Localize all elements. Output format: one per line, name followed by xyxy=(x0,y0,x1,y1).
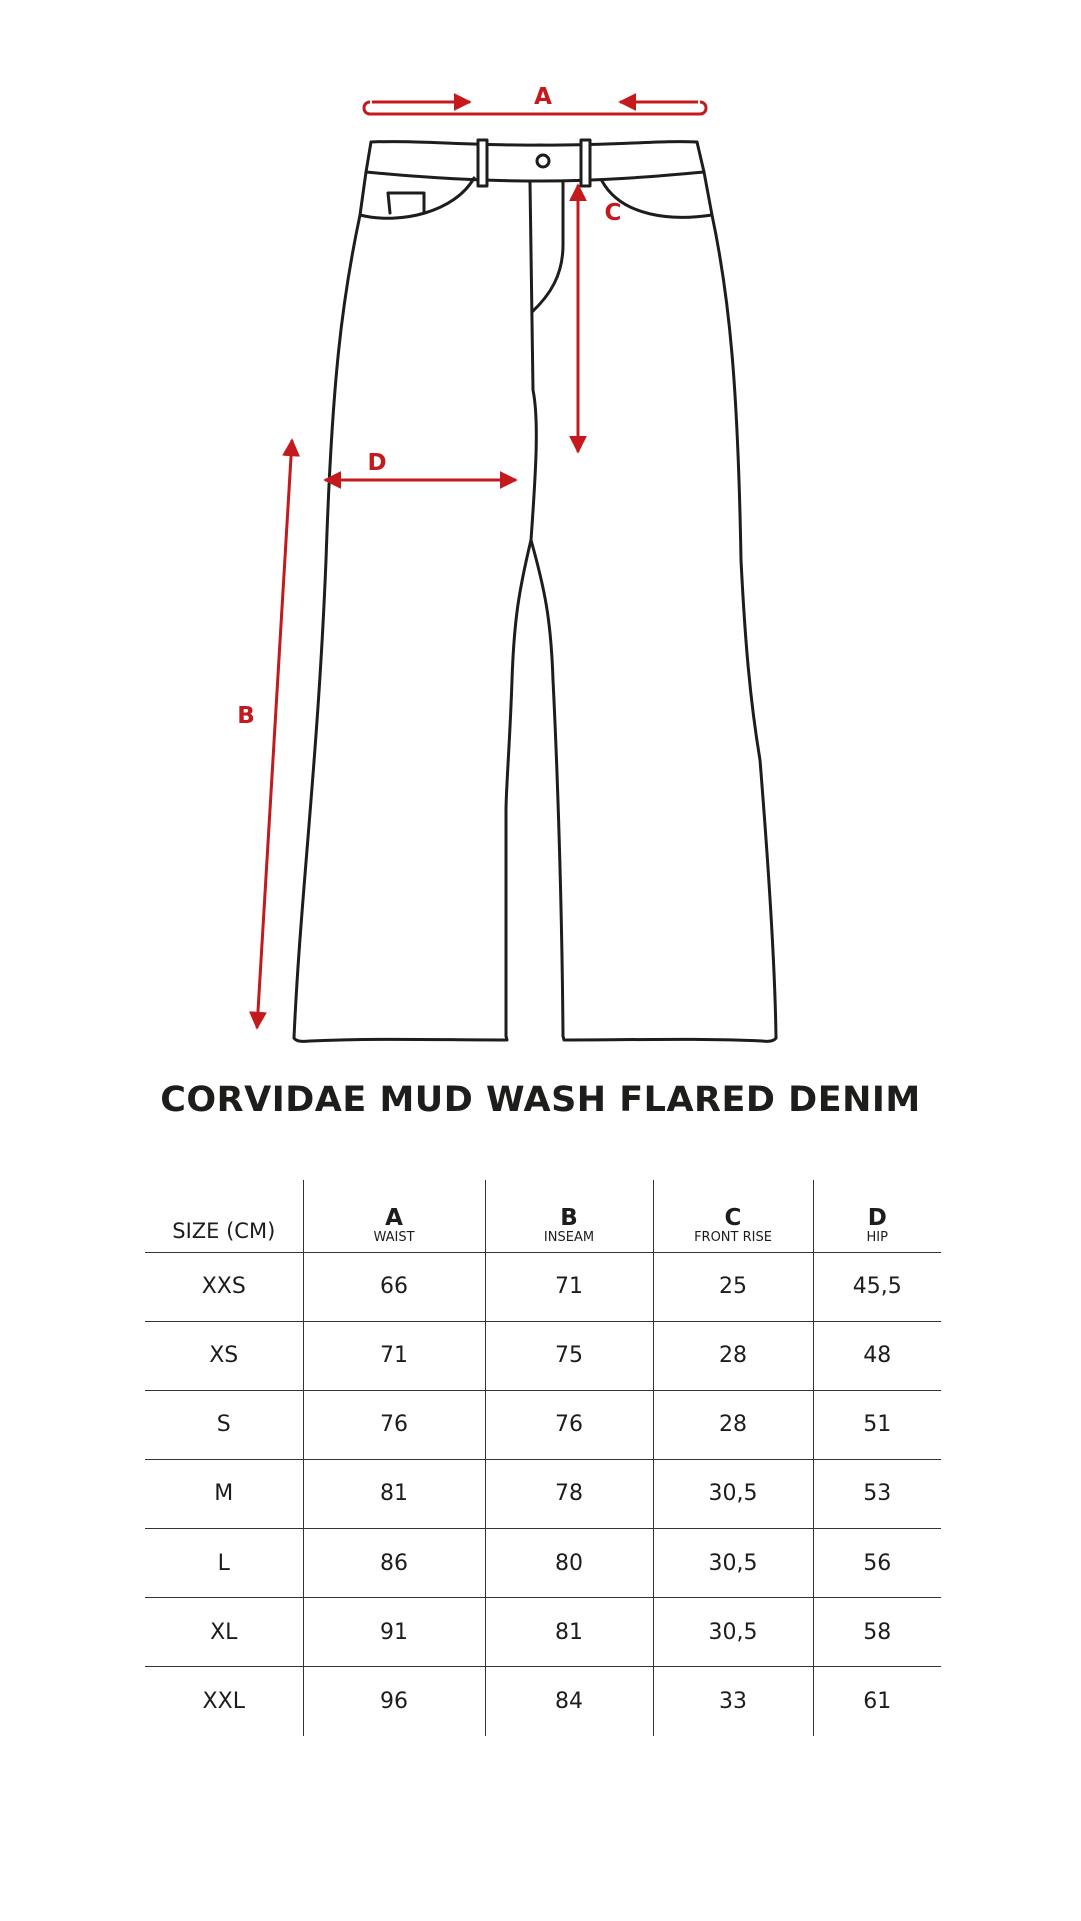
size-cell: XS xyxy=(145,1321,303,1390)
measurement-label-c: C xyxy=(604,200,622,226)
front-rise-cell: 30,5 xyxy=(653,1459,813,1528)
inseam-cell: 81 xyxy=(485,1598,653,1667)
waist-cell: 76 xyxy=(303,1390,485,1459)
table-row-xxs xyxy=(145,1252,941,1321)
table-row-xs xyxy=(145,1321,941,1390)
column-header-waist xyxy=(303,1180,485,1252)
inseam-cell: 71 xyxy=(485,1252,653,1321)
inseam-cell: 78 xyxy=(485,1459,653,1528)
measurement-c-front-rise xyxy=(578,185,621,452)
hip-cell: 58 xyxy=(813,1598,941,1667)
table-row-xxl xyxy=(145,1667,941,1736)
waist-cell: 81 xyxy=(303,1459,485,1528)
size-cell: S xyxy=(145,1390,303,1459)
column-letter: D xyxy=(867,1205,887,1232)
measurement-a-waist xyxy=(364,84,706,114)
column-name: INSEAM xyxy=(543,1230,595,1246)
column-header-front-rise xyxy=(653,1180,813,1252)
waist-cell: 86 xyxy=(303,1529,485,1598)
inseam-cell: 75 xyxy=(485,1321,653,1390)
front-rise-cell: 33 xyxy=(653,1667,813,1736)
size-cell: L xyxy=(145,1529,303,1598)
table-row-s xyxy=(145,1390,941,1459)
waist-cell: 91 xyxy=(303,1598,485,1667)
corner-label: SIZE (CM) xyxy=(172,1218,276,1243)
measurement-label-a: A xyxy=(534,84,552,110)
hip-cell: 61 xyxy=(813,1667,941,1736)
measurement-label-d: D xyxy=(367,450,387,476)
hip-cell: 53 xyxy=(813,1459,941,1528)
front-rise-cell: 30,5 xyxy=(653,1598,813,1667)
front-rise-cell: 30,5 xyxy=(653,1529,813,1598)
table-row-l xyxy=(145,1529,941,1598)
hip-cell: 56 xyxy=(813,1529,941,1598)
inseam-cell: 84 xyxy=(485,1667,653,1736)
front-rise-cell: 28 xyxy=(653,1321,813,1390)
inseam-cell: 76 xyxy=(485,1390,653,1459)
measurement-label-b: B xyxy=(237,703,255,729)
inseam-cell: 80 xyxy=(485,1529,653,1598)
column-header-inseam xyxy=(485,1180,653,1252)
table-row-xl xyxy=(145,1598,941,1667)
column-letter: A xyxy=(385,1205,403,1232)
front-rise-cell: 25 xyxy=(653,1252,813,1321)
measurement-d-hip xyxy=(325,450,516,480)
column-letter: C xyxy=(724,1205,742,1232)
waist-cell: 96 xyxy=(303,1667,485,1736)
size-cell: XXL xyxy=(145,1667,303,1736)
table-header-row xyxy=(145,1180,941,1252)
column-name: HIP xyxy=(866,1230,888,1246)
table-row-m xyxy=(145,1459,941,1528)
column-name: FRONT RISE xyxy=(694,1230,772,1246)
column-name: WAIST xyxy=(373,1230,415,1246)
column-letter: B xyxy=(560,1205,578,1232)
column-header-hip xyxy=(813,1180,941,1252)
hip-cell: 45,5 xyxy=(813,1252,941,1321)
waist-cell: 66 xyxy=(303,1252,485,1321)
size-cell: XL xyxy=(145,1598,303,1667)
size-chart-table xyxy=(145,1180,941,1736)
front-rise-cell: 28 xyxy=(653,1390,813,1459)
hip-cell: 51 xyxy=(813,1390,941,1459)
hip-cell: 48 xyxy=(813,1321,941,1390)
waist-cell: 71 xyxy=(303,1321,485,1390)
jeans-outline-icon xyxy=(294,140,776,1041)
size-cell: M xyxy=(145,1459,303,1528)
measurement-b-inseam xyxy=(237,440,292,1028)
size-cell: XXS xyxy=(145,1252,303,1321)
product-title: CORVIDAE MUD WASH FLARED DENIM xyxy=(160,1080,921,1120)
table-corner-header xyxy=(145,1180,303,1252)
